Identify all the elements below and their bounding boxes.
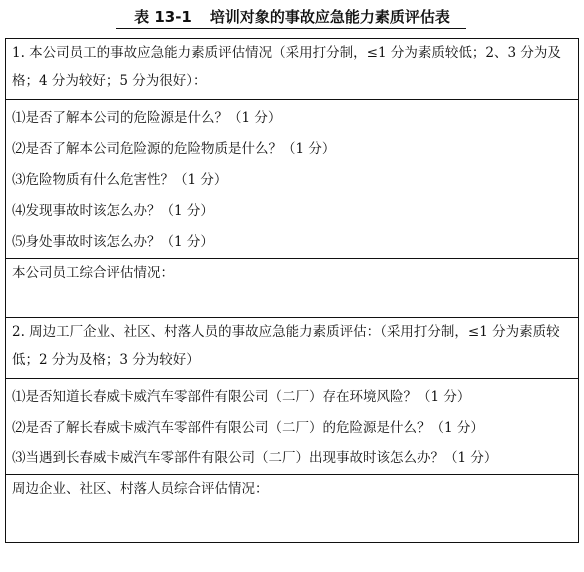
list-item: ⑸身处事故时该怎么办？（1 分） [12,234,214,250]
section2-items-row [6,379,579,475]
section1-items-row [6,100,579,259]
section2-heading-row [6,318,579,379]
list-item: ⑵是否了解本公司危险源的危险物质是什么？（1 分） [12,141,336,157]
section2-heading: 2. 周边工厂企业、社区、村落人员的事故应急能力素质评估：（采用打分制，≤1 分为素质较低；2 分为及格；3 分为较好） [6,318,579,379]
section2-items [6,379,579,475]
list-item: ⑴是否知道长春威卡威汽车零部件有限公司（二厂）存在环境风险？（1 分） [12,389,471,405]
table-caption [0,6,584,27]
table-number: 表 13-1 [134,8,192,26]
list-item: ⑶当遇到长春威卡威汽车零部件有限公司（二厂）出现事故时该怎么办？（1 分） [12,450,498,466]
section1-heading: 1. 本公司员工的事故应急能力素质评估情况（采用打分制，≤1 分为素质较低；2、3 分为及格；4 分为较好；5 分为很好）： [6,39,579,100]
title-underline [116,28,466,29]
section1-summary: 本公司员工综合评估情况： [6,259,579,318]
list-item: ⑵是否了解长春威卡威汽车零部件有限公司（二厂）的危险源是什么？（1 分） [12,419,484,436]
list-item: ⑷发现事故时该怎么办？（1 分） [12,203,214,219]
list-item: ⑴是否了解本公司的危险源是什么？（1 分） [12,110,282,126]
section2-summary-row [6,474,579,542]
section1-heading-row [6,39,579,100]
section1-items [6,100,579,259]
assessment-table [5,38,579,543]
section1-summary-row [6,259,579,318]
table-title: 培训对象的事故应急能力素质评估表 [209,8,450,26]
list-item: ⑶危险物质有什么危害性？（1 分） [12,172,228,188]
section2-summary: 周边企业、社区、村落人员综合评估情况： [6,474,579,542]
